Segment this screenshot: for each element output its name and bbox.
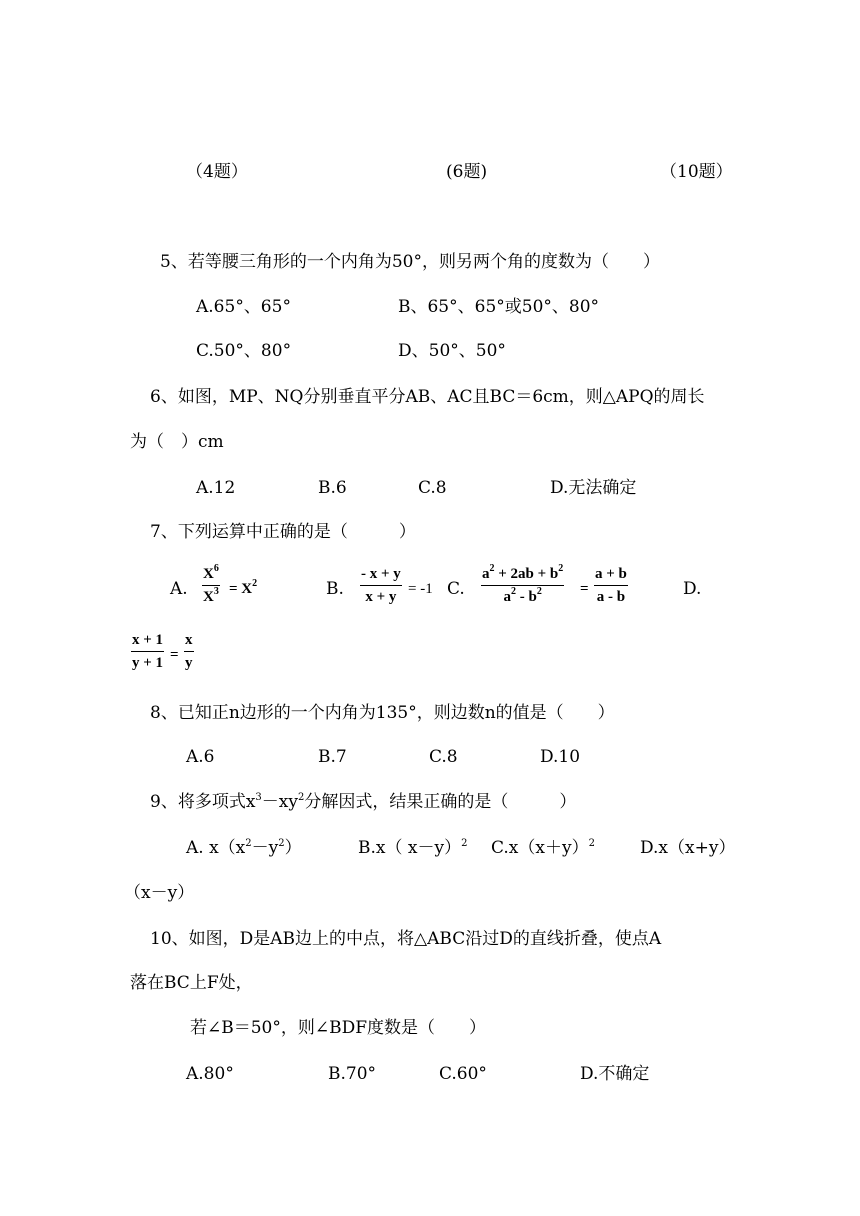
question-7-option-d-rhs-fraction [184,631,194,672]
question-7-option-a-rhs [229,580,257,598]
question-7-option-c-rhs-fraction [594,565,628,606]
q9-b-text: B.x（ x－y） [358,838,462,858]
question-6-stem-line2: 为（ ）cm [130,432,224,452]
question-9-option-d-continued: （x－y） [124,883,195,903]
question-6-stem-line1: 6、如图，MP、NQ分别垂直平分AB、AC且BC＝6cm，则△APQ的周长 [150,387,705,407]
question-10-stem-line2: 落在BC上F处， [130,973,253,993]
q9-stem-part3: 分解因式，结果正确的是（ ） [304,792,577,812]
option-d-rhs-denominator: y [185,655,193,671]
q9-stem-exp1: 3 [255,792,262,803]
option-a-denominator: X [203,589,214,605]
question-5-option-d: D、50°、50° [398,341,506,361]
caption-q6: (6题) [446,162,488,182]
question-9-option-c [491,837,595,859]
q9-a-part2: －y [251,838,279,858]
q9-stem-part1: 9、将多项式x [150,792,256,812]
q9-stem-part2: －xy [261,792,298,812]
question-7-option-a-label: A. [170,579,188,599]
option-c-num-exp2: 2 [558,563,564,574]
question-8-option-d: D.10 [540,747,581,767]
question-6-option-d: D.无法确定 [550,478,637,498]
question-8-option-b: B.7 [318,747,347,767]
question-5-option-b: B、65°、65°或50°、80° [398,297,600,317]
question-6-option-a: A.12 [196,478,236,498]
q9-a-part3: ） [284,838,302,858]
q9-a-part1: A. x（x [186,838,246,858]
question-6-option-b: B.6 [318,478,347,498]
question-8-stem: 8、已知正n边形的一个内角为135°，则边数n的值是（ ） [150,703,615,723]
question-7-option-b-rhs: = -1 [408,581,433,597]
question-7-option-d-label: D. [683,579,702,599]
q9-b-exp: 2 [461,838,468,849]
option-c-num-exp1: 2 [489,563,495,574]
option-c-rhs-numerator: a + b [594,565,628,586]
question-7-option-c-fraction [481,565,564,606]
question-7-option-b-fraction [360,565,402,606]
q9-a-exp1: 2 [245,838,252,849]
question-7-option-c-equals: = [580,581,589,597]
option-c-rhs-denominator: a - b [596,589,626,605]
question-6-option-c: C.8 [418,478,447,498]
option-b-numerator: - x + y [360,565,402,586]
question-10-option-a: A.80° [186,1064,234,1084]
option-c-num-part1: a [482,566,490,582]
option-a-rhs-exponent: 2 [252,578,258,589]
question-7-option-a-fraction [202,565,220,606]
question-9-stem [150,791,576,813]
caption-q4: （4题） [186,162,248,182]
q9-c-exp: 2 [588,838,595,849]
option-a-numerator-exponent: 6 [213,563,219,574]
q9-stem-exp2: 2 [297,792,305,803]
q9-a-exp2: 2 [278,838,285,849]
question-7-option-c-label: C. [447,579,465,599]
question-10-option-c: C.60° [439,1064,487,1084]
question-8-option-a: A.6 [186,747,215,767]
option-b-denominator: x + y [365,589,397,605]
question-9-option-a [186,837,302,859]
option-d-rhs-numerator: x [184,631,194,652]
option-a-denominator-exponent: 3 [213,586,219,597]
option-c-den-part2: - b [515,589,537,605]
question-9-option-b [358,837,467,859]
option-d-numerator: x + 1 [131,631,164,652]
question-7-option-b-label: B. [326,579,344,599]
option-a-rhs-text: = X [229,581,253,597]
question-5-option-c: C.50°、80° [196,341,292,361]
question-10-option-d: D.不确定 [580,1064,650,1084]
question-7-option-d-fraction [131,631,164,672]
caption-q10: （10题） [660,162,733,182]
option-a-numerator: X [203,566,214,582]
option-d-denominator: y + 1 [132,655,164,671]
q9-c-text: C.x（x＋y） [491,838,589,858]
option-c-den-exp1: 2 [510,586,516,597]
question-7-option-d-equals: = [170,647,179,663]
question-10-option-b: B.70° [328,1064,377,1084]
option-c-den-exp2: 2 [536,586,542,597]
question-8-option-c: C.8 [429,747,458,767]
question-5-option-a: A.65°、65° [196,297,291,317]
question-7-stem: 7、下列运算中正确的是（ ） [150,522,416,542]
question-5-stem: 5、若等腰三角形的一个内角为50°，则另两个角的度数为（ ） [160,252,660,272]
option-c-num-part2: + 2ab + b [494,566,559,582]
option-c-den-part1: a [503,589,511,605]
question-9-option-d: D.x（x+y） [640,838,736,858]
question-10-stem-line3: 若∠B＝50°，则∠BDF度数是（ ） [190,1018,487,1038]
question-10-stem-line1: 10、如图，D是AB边上的中点，将△ABC沿过D的直线折叠，使点A [150,929,662,949]
